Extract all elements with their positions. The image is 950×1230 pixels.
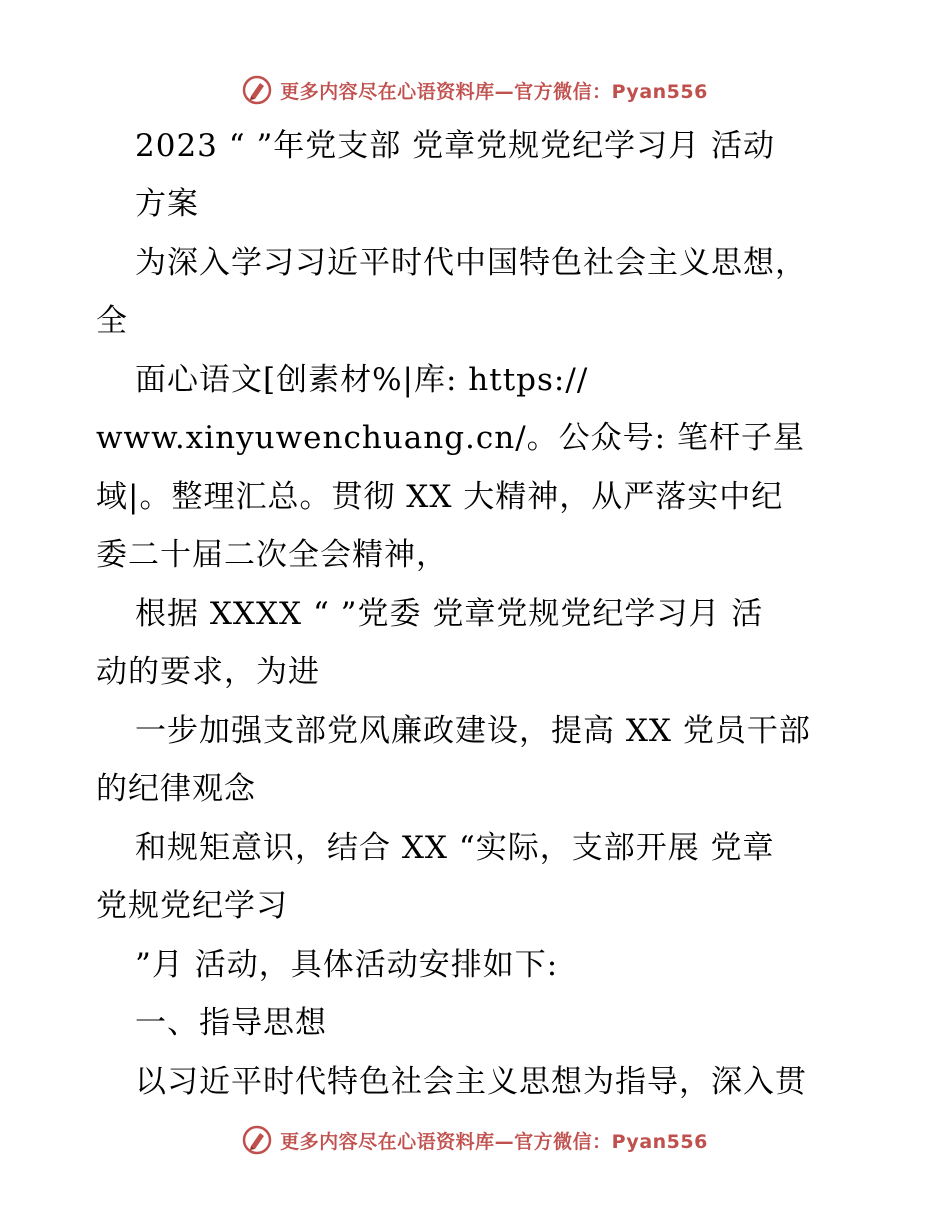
paragraph-line: 全 [96, 303, 128, 339]
paragraph-line: 面心语文[创素材%|库: https:// [135, 362, 589, 398]
paragraph-line: 一步加强支部党风廉政建设，提高 XX 党员干部 [135, 713, 811, 749]
section-heading: 一、指导思想 [135, 1005, 327, 1041]
document-title-line-2: 方案 [135, 186, 199, 222]
paragraph-line: 党规党纪学习 [96, 888, 288, 924]
document-title-line-1: 2023 “ ”年党支部 党章党规党纪学习月 活动 [135, 128, 776, 164]
paragraph-line: 根据 XXXX “ ”党委 党章党规党纪学习月 活 [135, 596, 764, 632]
header-banner-text: 更多内容尽在心语资料库—官方微信：Pyan556 [280, 80, 708, 103]
paragraph-line: 动的要求，为进 [96, 654, 320, 690]
paragraph-line: ”月 活动，具体活动安排如下: [135, 947, 559, 983]
paragraph-line: 以习近平时代特色社会主义思想为指导，深入贯 [135, 1064, 807, 1100]
paragraph-line: 委二十届二次全会精神， [96, 537, 448, 573]
paragraph-line: 为深入学习习近平时代中国特色社会主义思想， [135, 245, 807, 281]
footer-banner [0, 1122, 950, 1158]
pen-logo-icon [242, 1125, 272, 1155]
paragraph-line: 和规矩意识，结合 XX “实际，支部开展 党章 [135, 830, 775, 866]
footer-banner-text: 更多内容尽在心语资料库—官方微信：Pyan556 [280, 1130, 708, 1153]
paragraph-line: 域|。整理汇总。贯彻 XX 大精神，从严落实中纪 [96, 479, 784, 515]
paragraph-line: www.xinyuwenchuang.cn/。公众号: 笔杆子星 [96, 420, 805, 456]
paragraph-line: 的纪律观念 [96, 771, 256, 807]
